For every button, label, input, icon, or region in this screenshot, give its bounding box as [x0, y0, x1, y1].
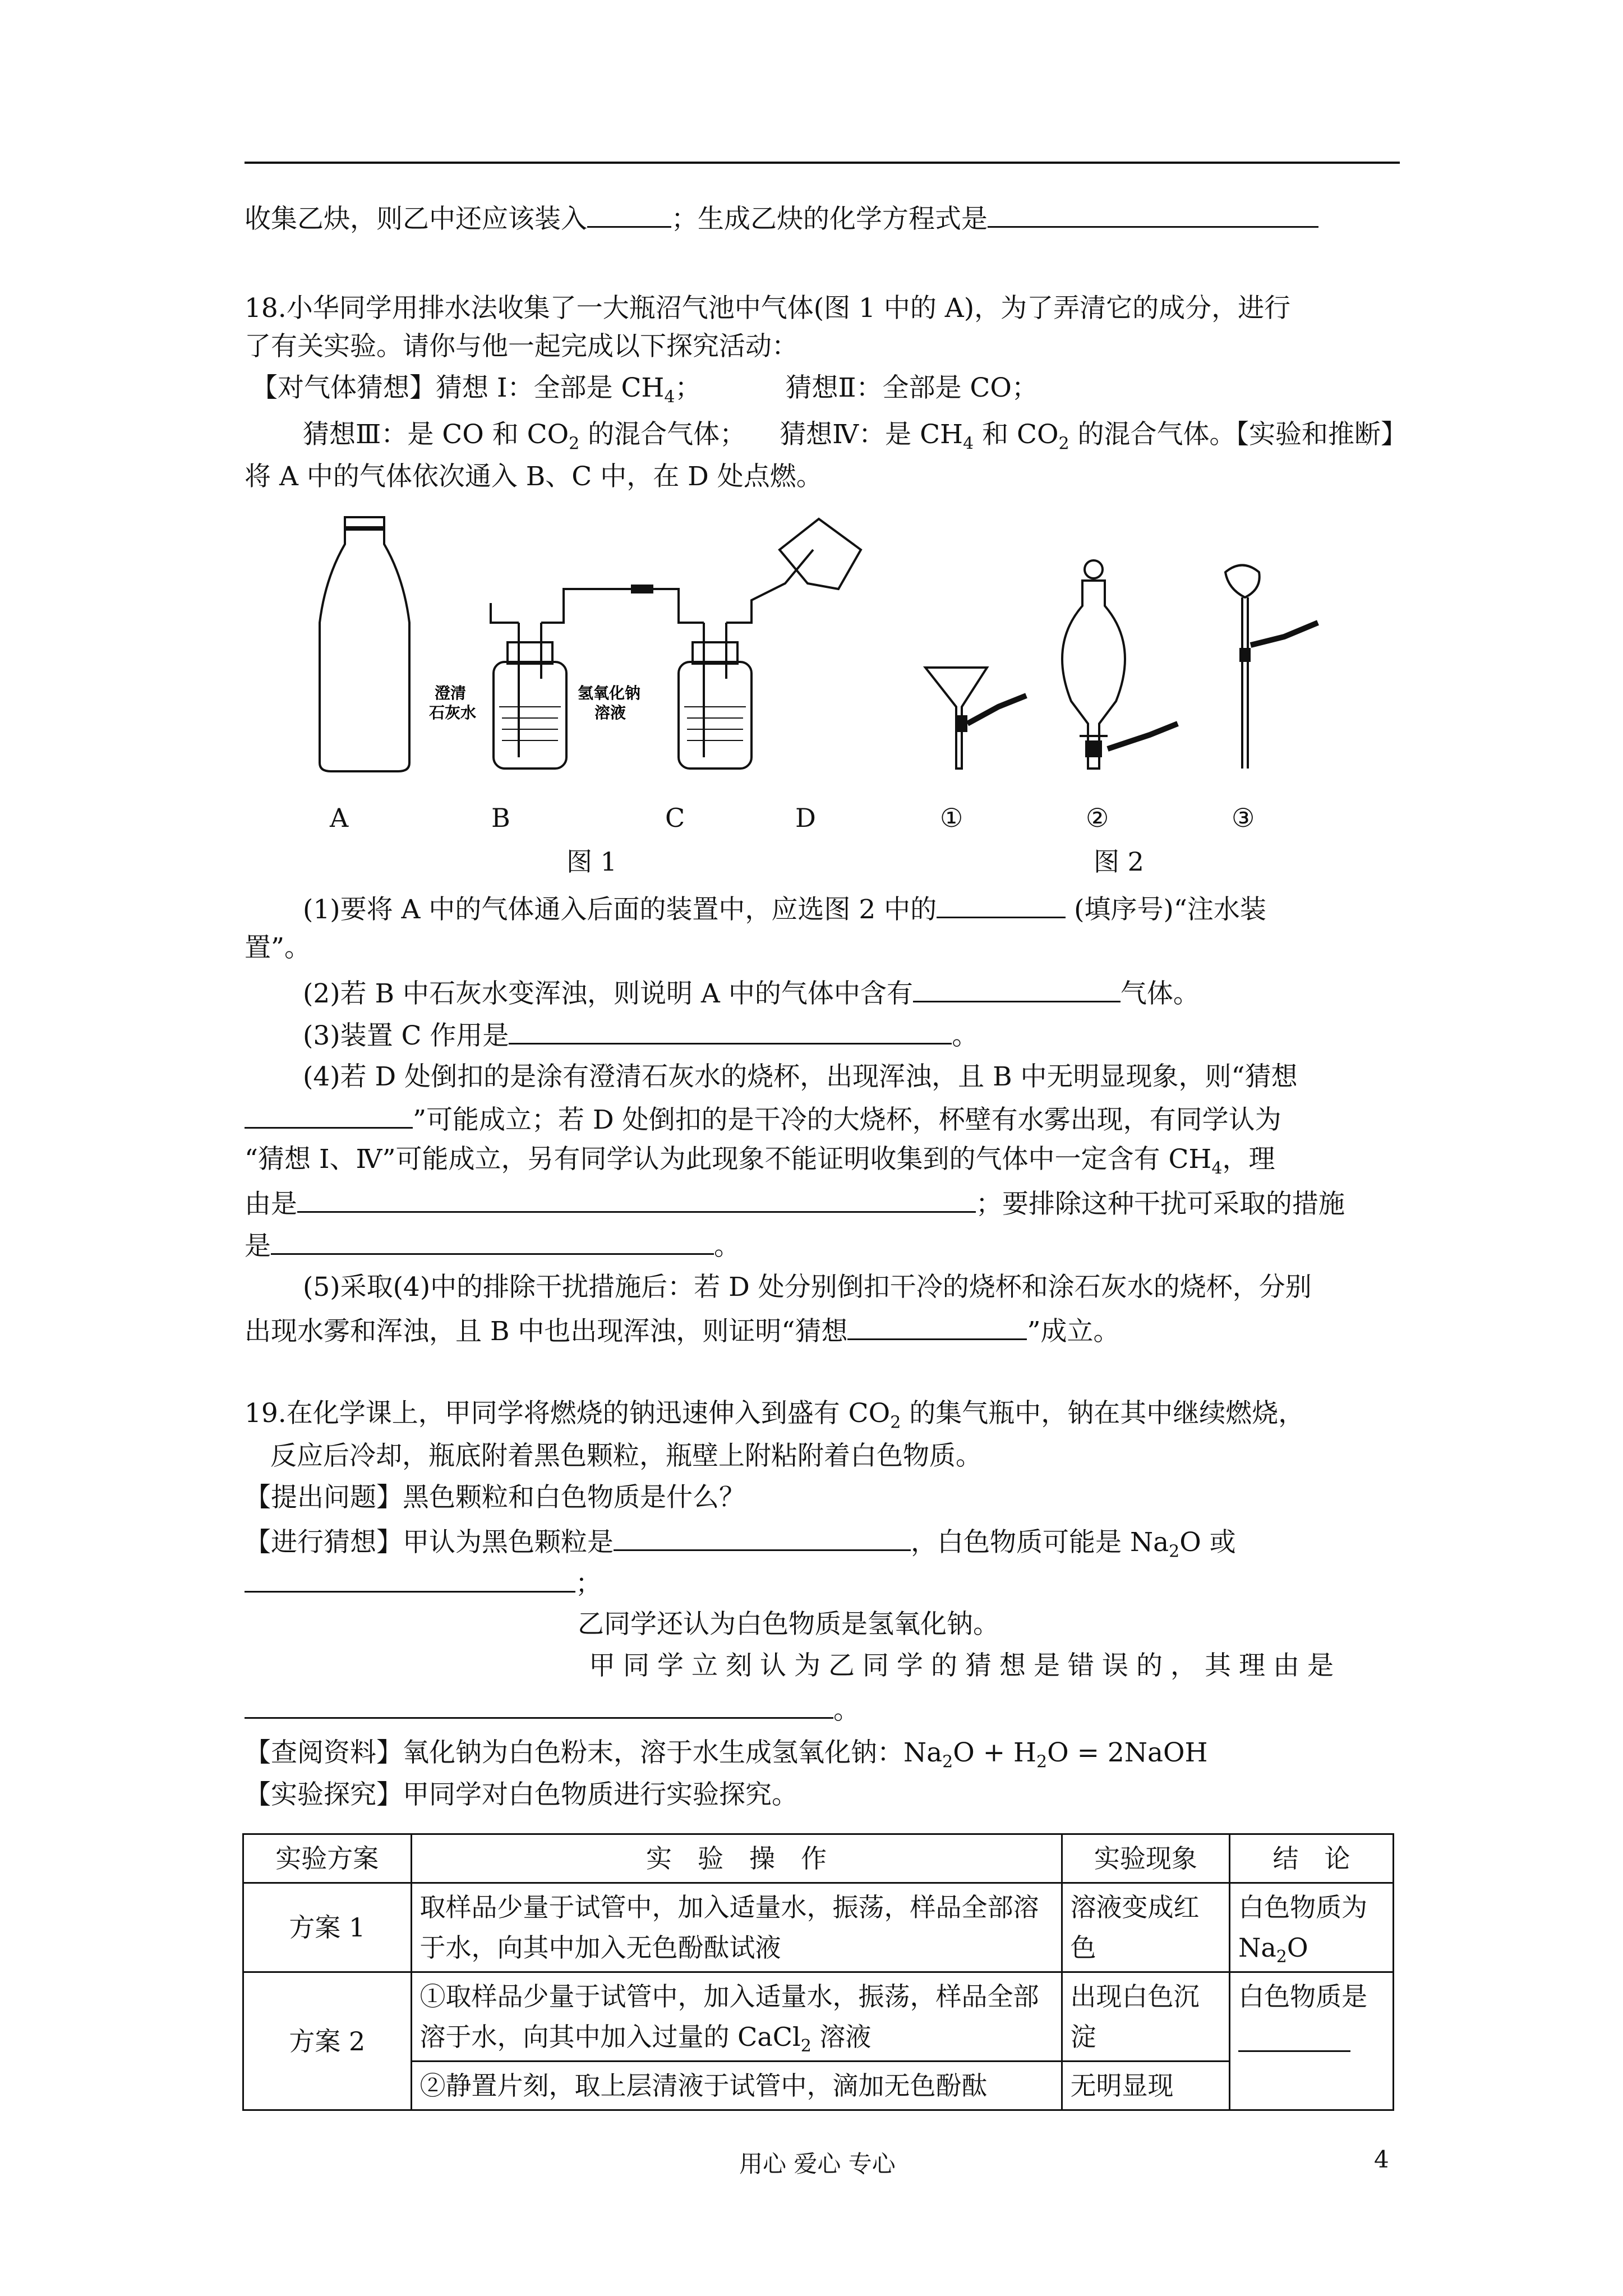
answer-blank[interactable] [847, 1313, 1027, 1340]
operation-cell: ①取样品少量于试管中，加入适量水，振荡，样品全部溶于水，向其中加入过量的 CaCl$_2$ 溶液 [411, 1972, 1062, 2062]
q18-guess-line-1: 【对气体猜想】猜想 I：全部是 $CH_4$； 猜想Ⅱ：全部是 CO； [251, 372, 1038, 407]
plan-cell: 方案 2 [243, 1972, 412, 2110]
beaker-d-outline [780, 519, 861, 589]
q19-line-8: 。 [245, 1691, 860, 1727]
q18-part1: (1)要将 A 中的气体通入后面的装置中，应选图 2 中的 (填序号)“注水装 [303, 891, 1266, 927]
fig1-letter-d: D [795, 803, 816, 833]
q19-line-1: 19.在化学课上，甲同学将燃烧的钠迅速伸入到盛有 $CO_2$ 的集气瓶中，钠在其中继续燃烧， [245, 1398, 1305, 1433]
label-naoh-2: 溶液 [594, 703, 626, 722]
q17-line: 收集乙炔，则乙中还应该装入 ；生成乙炔的化学方程式是 [245, 200, 1318, 236]
answer-blank[interactable] [271, 1227, 714, 1255]
q19-line-4: 【进行猜想】甲认为黑色颗粒是 ，白色物质可能是 $Na_2O$ 或 [245, 1524, 1236, 1559]
q19-line-5: ； [245, 1565, 602, 1601]
answer-blank[interactable] [1238, 2017, 1350, 2052]
separatory-funnel-2 [1062, 581, 1125, 769]
fig1-letter-a: A [330, 803, 349, 833]
q18-part4-d: 由是 ；要排除这种干扰可采取的措施 [245, 1185, 1345, 1221]
q18-part4-b: ”可能成立；若 D 处倒扣的是干冷的大烧杯，杯壁有水雾出现，有同学认为 [245, 1101, 1281, 1137]
table-header: 实 验 操 作 [411, 1834, 1062, 1883]
phenomenon-cell: 溶液变成红色 [1062, 1883, 1230, 1972]
answer-blank[interactable] [614, 1524, 911, 1551]
conclusion-cell: 白色物质为 $Na_2O$ [1230, 1883, 1394, 1972]
conclusion-cell: 白色物质是 [1230, 1972, 1394, 2110]
q19-line-2: 反应后冷却，瓶底附着黑色颗粒，瓶壁上附粘附着白色物质。 [270, 1441, 982, 1471]
fig1-caption: 图 1 [566, 846, 617, 877]
header-rule [245, 162, 1400, 164]
figure-1-apparatus [314, 510, 875, 780]
sep-funnel-stopper [1085, 560, 1103, 578]
answer-blank[interactable] [988, 200, 1318, 228]
q19-line-3: 【提出问题】黑色颗粒和白色物质是什么？ [245, 1482, 745, 1513]
fig2-mark-3: ③ [1232, 803, 1255, 833]
rubber-connector [631, 585, 653, 593]
q18-part4-e: 是 。 [245, 1227, 740, 1263]
label-lime-water-2: 石灰水 [429, 703, 477, 722]
page-number: 4 [1374, 2146, 1389, 2173]
q18-part4-c: “猜想 I、Ⅳ”可能成立，另有同学认为此现象不能证明收集到的气体中一定含有 $CH_4$，理 [245, 1144, 1275, 1179]
answer-blank[interactable] [509, 1017, 952, 1045]
fig1-letter-b: B [491, 803, 510, 833]
fig2-mark-1: ① [940, 803, 963, 833]
q18-part2: (2)若 B 中石灰水变浑浊，则说明 A 中的气体中含有 气体。 [303, 975, 1200, 1011]
table-row [243, 2062, 1394, 2110]
label-naoh-1: 氢氧化钠 [578, 684, 641, 702]
table-header: 实验现象 [1062, 1834, 1230, 1883]
long-neck-funnel-3 [1225, 565, 1260, 598]
answer-blank[interactable] [245, 1101, 413, 1129]
fig2-mark-2: ② [1086, 803, 1109, 833]
plan-cell: 方案 1 [243, 1883, 412, 1972]
q19-line-10: 【实验探究】甲同学对白色物质进行实验探究。 [245, 1779, 798, 1810]
q18-part1-cont: 置”。 [245, 932, 311, 963]
label-lime-water-1: 澄清 [435, 684, 467, 702]
answer-blank[interactable] [245, 1691, 833, 1719]
table-row [243, 1972, 1394, 2062]
table-header: 实验方案 [243, 1834, 412, 1883]
table-header: 结 论 [1230, 1834, 1394, 1883]
q19-line-9: 【查阅资料】氧化钠为白色粉末，溶于水生成氢氧化钠：$Na_2O + H_2O$ = 2NaOH [245, 1737, 1208, 1772]
wash-bottle-c-outline [679, 662, 751, 769]
q19-line-6: 乙同学还认为白色物质是氢氧化钠。 [578, 1609, 999, 1640]
q19-line-7: 甲同学立刻认为乙同学的猜想是错误的，其理由是 [589, 1650, 1341, 1681]
footer-slogan: 用心 爱心 专心 [739, 2150, 896, 2178]
operation-cell: ②静置片刻，取上层清液于试管中，滴加无色酚酞 [411, 2062, 1062, 2110]
operation-cell: 取样品少量于试管中，加入适量水，振荡，样品全部溶于水，向其中加入无色酚酞试液 [411, 1883, 1062, 1972]
table-header-row [243, 1834, 1394, 1883]
q18-part4-a: (4)若 D 处倒扣的是涂有澄清石灰水的烧杯，出现浑浊，且 B 中无明显现象，则“猜想 [303, 1061, 1298, 1092]
phenomenon-cell: 无明显现 [1062, 2062, 1230, 2110]
answer-blank[interactable] [245, 1565, 575, 1593]
q18-experiment-line: 将 A 中的气体依次通入 B、C 中，在 D 处点燃。 [245, 461, 823, 492]
wash-bottle-b-outline [494, 662, 566, 769]
bottle-a-outline [320, 527, 409, 771]
answer-blank[interactable] [913, 975, 1121, 1002]
q18-intro-1: 18.小华同学用排水法收集了一大瓶沼气池中气体(图 1 中的 A)，为了弄清它的成分，进行 [245, 293, 1291, 324]
q18-intro-2: 了有关实验。请你与他一起完成以下探究活动： [245, 331, 798, 362]
fig2-caption: 图 2 [1094, 846, 1144, 877]
phenomenon-cell: 出现白色沉淀 [1062, 1972, 1230, 2062]
fig1-letter-c: C [665, 803, 685, 833]
table-row [243, 1883, 1394, 1972]
q18-part5-a: (5)采取(4)中的排除干扰措施后：若 D 处分别倒扣干冷的烧杯和涂石灰水的烧杯，分别 [303, 1272, 1312, 1303]
answer-blank[interactable] [297, 1185, 976, 1213]
experiment-table [242, 1833, 1394, 2111]
q18-guess-line-2: 猜想Ⅲ：是 CO 和 $CO_2$ 的混合气体； 猜想Ⅳ：是 $CH_4$ 和 $CO_2$ 的混合气体。【实验和推断】 [303, 419, 1408, 454]
answer-blank[interactable] [937, 891, 1066, 918]
figure-2-injection-devices [914, 555, 1340, 780]
q18-part3: (3)装置 C 作用是 。 [303, 1017, 978, 1053]
answer-blank[interactable] [587, 200, 671, 228]
q18-part5-b: 出现水雾和浑浊，且 B 中也出现浑浊，则证明“猜想 ”成立。 [245, 1313, 1119, 1349]
